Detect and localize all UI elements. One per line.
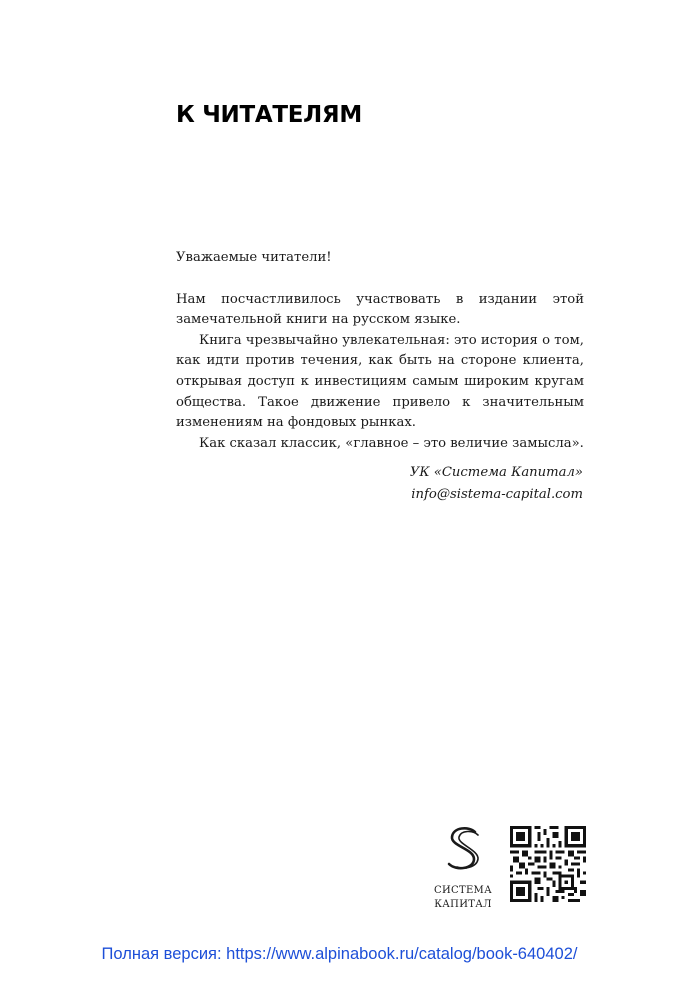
logo-text-line-2: КАПИТАЛ xyxy=(434,899,492,910)
qr-code-icon xyxy=(510,826,586,902)
greeting: Уважаемые читатели! xyxy=(176,250,332,265)
sistema-s-logo-icon xyxy=(444,826,482,872)
paragraph-1: Нам посчастливилось участвовать в издании этой замечательной книги на русском языке. xyxy=(176,291,584,328)
letter-body xyxy=(176,248,584,454)
page-title: К ЧИТАТЕЛЯМ xyxy=(176,102,362,128)
paragraph-3: Как сказал классик, «главное – это величие замысла». xyxy=(199,435,584,451)
sistema-capital-logo xyxy=(432,826,494,912)
signature-email: info@sistema-capital.com xyxy=(411,487,583,502)
paragraph-2: Книга чрезвычайно увлекательная: это история о том, как идти против течения, как быть на стороне клиента, открывая доступ к инвестициям самым широким кругам общества. Такое движение привело к значительным изменениям на фондовых рынках. xyxy=(176,332,584,431)
signature xyxy=(410,462,583,506)
full-version-link[interactable]: Полная версия: https://www.alpinabook.ru/catalog/book-640402/ xyxy=(101,945,578,963)
signature-company: УК «Система Капитал» xyxy=(409,465,583,480)
logo-text-line-1: СИСТЕМА xyxy=(434,885,492,896)
